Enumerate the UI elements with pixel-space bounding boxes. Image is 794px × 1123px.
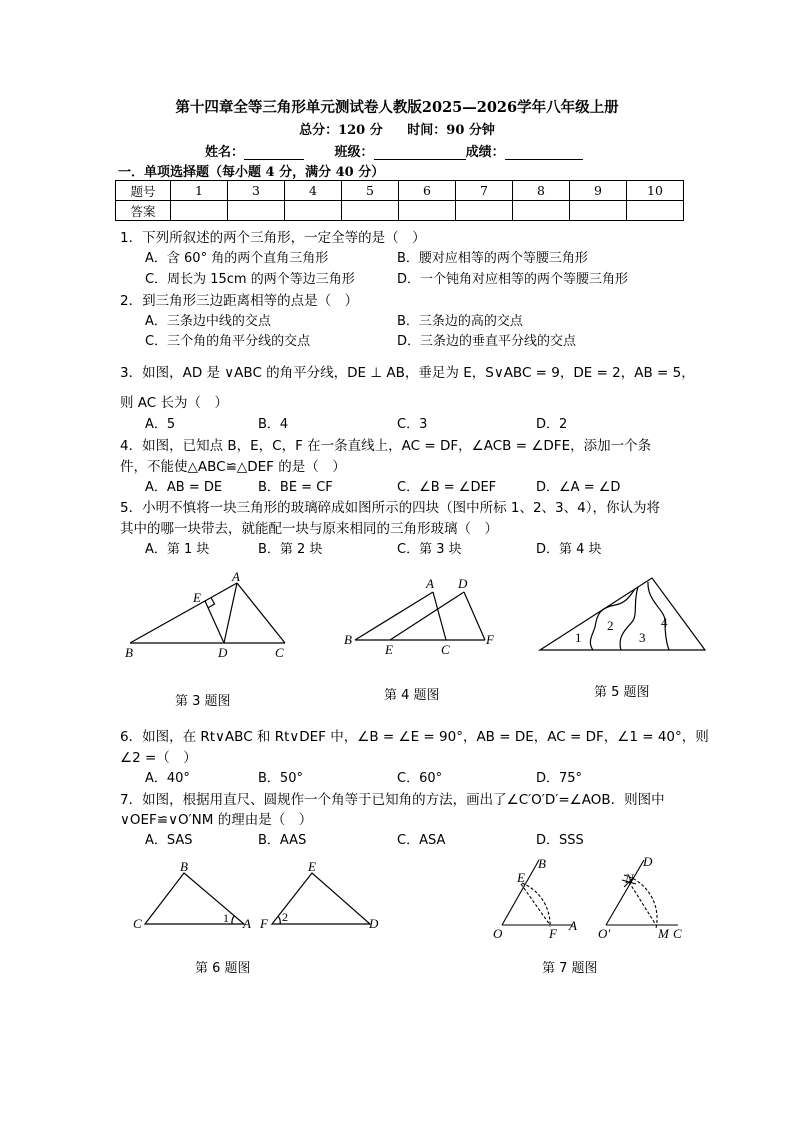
figure-6-caption: 第 6 题图 [195,961,251,976]
fig3-label-a: A [232,569,240,584]
figure-q5 [535,572,710,657]
table-row [116,181,684,201]
figure-3-caption: 第 3 题图 [175,694,231,709]
question-1-stem: 1．下列所叙述的两个三角形，一定全等的是（ ） [120,230,426,246]
q7-option-b: B．AAS [258,833,307,848]
question-4-stem: 4．如图，已知点 B，E，C，F 在一条直线上，AC = DF，∠ACB = ∠DFE，添加一个条 [120,438,652,454]
q4-option-a: A．AB = DE [145,480,223,495]
q6-option-d: D．75° [536,771,583,786]
total-score: 总分：120 分 [299,123,383,138]
q5-option-c: C．第 3 块 [397,542,462,557]
table-cell: 10 [627,181,684,201]
fig6-label-a: A [243,916,251,931]
fig4-label-b: B [344,632,352,647]
student-info [205,141,583,160]
q1-option-b: B．腰对应相等的两个等腰三角形 [397,251,588,266]
answer-cell[interactable] [513,201,570,221]
fig5-piece-4: 4 [661,615,668,630]
fig7-label-n: N [625,871,634,886]
answer-cell[interactable] [342,201,399,221]
fig6-label-d: D [369,916,379,931]
class-label: 班级： [334,145,374,160]
exam-meta [0,119,794,138]
fig4-label-e: E [385,642,393,657]
q3-option-d: D．2 [536,417,568,432]
q2-option-c: C．三个角的角平分线的交点 [145,334,311,349]
figure-5-caption: 第 5 题图 [594,685,650,700]
q2-option-d: D．三条边的垂直平分线的交点 [397,334,577,349]
q7-option-a: A．SAS [145,833,193,848]
question-6-stem: 6．如图，在 Rt∨ABC 和 Rt∨DEF 中，∠B = ∠E = 90°，AB = DE，AC = DF，∠1 = 40°，则 [120,729,709,745]
table-cell: 4 [285,181,342,201]
question-4-stem-2: 件，不能使△ABC≌△DEF 的是（ ） [120,459,346,475]
q2-option-b: B．三条边的高的交点 [397,314,523,329]
table-cell: 8 [513,181,570,201]
question-2-stem: 2．到三角形三边距离相等的点是（ ） [120,293,359,309]
fig3-label-b: B [125,645,133,660]
q4-option-b: B．BE = CF [258,480,333,495]
table-cell: 7 [456,181,513,201]
page-title: 第十四章全等三角形单元测试卷人教版2025—2026学年八年级上册 [175,99,619,116]
table-header-cell: 答案 [116,201,171,221]
figure-q3 [120,565,295,665]
table-cell: 5 [342,181,399,201]
question-3-stem-2: 则 AC 长为（ ） [120,395,229,411]
figure-q4 [340,572,500,657]
answer-cell[interactable] [456,201,513,221]
fig6-label-e: E [308,859,316,874]
q5-option-d: D．第 4 块 [536,542,602,557]
fig7-label-c: C [673,926,682,940]
q4-option-c: C．∠B = ∠DEF [397,480,497,495]
q3-option-b: B．4 [258,417,289,432]
fig7-label-e: E [517,870,525,885]
q2-option-a: A．三条边中线的交点 [145,314,271,329]
fig4-label-d: D [458,576,468,591]
table-cell: 9 [570,181,627,201]
answer-cell[interactable] [570,201,627,221]
fig3-label-c: C [275,645,284,660]
result-label: 成绩： [465,145,505,160]
fig4-label-f: F [486,632,494,647]
figure-q7 [488,850,688,940]
q3-option-a: A．5 [145,417,176,432]
result-field[interactable] [505,145,583,160]
answer-cell[interactable] [627,201,684,221]
fig6-label-c: C [133,916,142,931]
figure-7-caption: 第 7 题图 [542,961,598,976]
answer-cell[interactable] [228,201,285,221]
fig7-label-m: M [658,926,669,940]
fig7-label-o-prime: O′ [598,926,611,940]
question-5-stem: 5．小明不慎将一块三角形的玻璃碎成如图所示的四块（图中所标 1、2、3、4），你认为将 [120,500,660,516]
q6-option-c: C．60° [397,771,443,786]
fig3-label-d: D [218,645,228,660]
section-heading: 一．单项选择题（每小题 4 分，满分 40 分） [118,165,385,180]
fig7-label-d: D [643,854,653,869]
fig7-label-a: A [569,918,577,933]
figure-4-caption: 第 4 题图 [384,688,440,703]
q7-option-d: D．SSS [536,833,584,848]
question-3-stem: 3．如图，AD 是 ∨ABC 的角平分线，DE ⊥ AB，垂足为 E，S∨ABC = 9，DE = 2，AB = 5， [120,365,695,381]
q1-option-a: A．含 60° 角的两个直角三角形 [145,251,329,266]
q4-option-d: D．∠A = ∠D [536,480,621,495]
q1-option-d: D．一个钝角对应相等的两个等腰三角形 [397,272,629,287]
question-6-stem-2: ∠2 =（ ） [120,750,197,766]
fig5-piece-1: 1 [575,630,582,645]
fig4-label-a: A [426,576,434,591]
q3-option-c: C．3 [397,417,428,432]
question-5-stem-2: 其中的哪一块带去，就能配一块与原来相同的三角形玻璃（ ） [120,521,498,537]
name-field[interactable] [244,145,304,160]
fig7-label-f: F [549,926,557,940]
table-row [116,201,684,221]
fig5-piece-3: 3 [639,630,646,645]
table-cell: 1 [171,181,228,201]
fig7-label-o: O [493,926,503,940]
fig4-label-c: C [441,642,450,657]
q6-option-a: A．40° [145,771,190,786]
fig3-label-e: E [193,590,201,605]
answer-table [115,180,684,221]
q6-option-b: B．50° [258,771,303,786]
fig7-label-b: B [538,856,546,871]
question-7-stem-2: ∨OEF≌∨O′NM 的理由是（ ） [120,812,313,828]
q5-option-b: B．第 2 块 [258,542,323,557]
table-cell: 6 [399,181,456,201]
answer-cell[interactable] [171,201,228,221]
table-cell: 3 [228,181,285,201]
q7-option-c: C．ASA [397,833,446,848]
fig6-angle-1: 1 [223,911,229,925]
q1-option-c: C．周长为 15cm 的两个等边三角形 [145,272,355,287]
answer-cell[interactable] [285,201,342,221]
fig6-label-b: B [180,859,188,874]
question-7-stem: 7．如图，根据用直尺、圆规作一个角等于已知角的方法，画出了∠C′O′D′=∠AOB．则图中 [120,792,665,808]
answer-cell[interactable] [399,201,456,221]
table-header-cell: 题号 [116,181,171,201]
fig6-label-f: F [260,916,268,931]
figure-q6 [125,858,385,938]
time-limit: 时间：90 分钟 [407,123,495,138]
class-field[interactable] [374,145,466,160]
name-label: 姓名： [205,145,245,160]
fig6-angle-2: 2 [282,910,288,924]
fig5-piece-2: 2 [607,618,614,633]
q5-option-a: A．第 1 块 [145,542,210,557]
